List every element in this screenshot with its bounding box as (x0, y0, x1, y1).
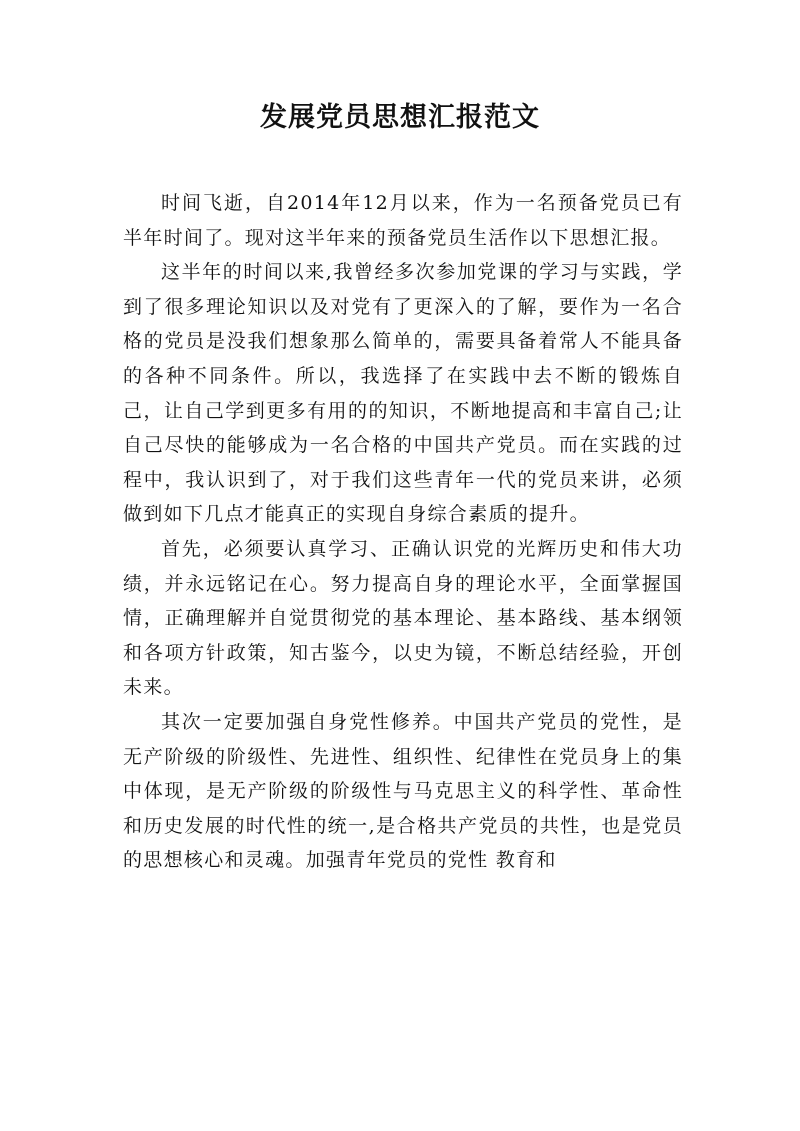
paragraph-3: 首先，必须要认真学习、正确认识党的光辉历史和伟大功绩，并永远铭记在心。努力提高自身的理论水平，全面掌握国情，正确理解并自觉贯彻党的基本理论、基本路线、基本纲领和各项方针政策，知古鉴今，以史为镜，不断总结经验，开创未来。 (123, 537, 683, 699)
document-title: 发展党员思想汇报范文 (260, 102, 540, 133)
paragraph-1: 时间飞逝，自2014年12月以来，作为一名预备党员已有半年时间了。现对这半年来的预备党员生活作以下思想汇报。 (123, 192, 683, 249)
document-body (123, 186, 683, 878)
paragraph-4: 其次一定要加强自身党性修养。中国共产党员的党性，是无产阶级的阶级性、先进性、组织性、纪律性在党员身上的集中体现，是无产阶级的阶级性与马克思主义的科学性、革命性和历史发展的时代性的统一,是合格共产党员的共性，也是党员的思想核心和灵魂。加强青年党员的党性 教育和 (123, 710, 683, 872)
paragraph-2: 这半年的时间以来,我曾经多次参加党课的学习与实践，学到了很多理论知识以及对党有了更深入的了解，要作为一名合格的党员是没我们想象那么简单的，需要具备着常人不能具备的各种不同条件。所以，我选择了在实践中去不断的锻炼自己，让自己学到更多有用的的知识，不断地提高和丰富自己;让自己尽快的能够成为一名合格的中国共产党员。而在实践的过程中，我认识到了，对于我们这些青年一代的党员来讲，必须做到如下几点才能真正的实现自身综合素质的提升。 (123, 261, 683, 526)
